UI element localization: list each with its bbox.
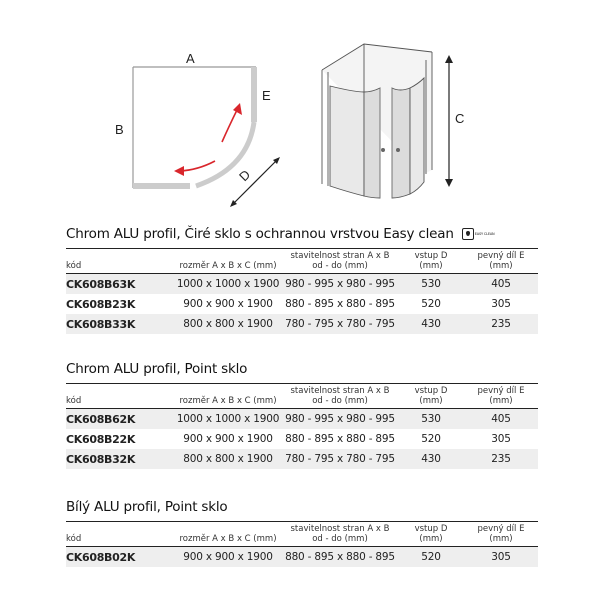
cell-kod: CK608B22K <box>66 432 136 446</box>
plan-open-arrow-left <box>180 161 215 171</box>
header-entry: vstup D (mm) <box>414 524 448 544</box>
cell-dimensions: 1000 x 1000 x 1900 <box>174 409 282 430</box>
table-header-row <box>66 249 538 274</box>
dimension-label-e: E <box>262 88 271 103</box>
header-adjustability: stavitelnost stran A x B od - do (mm) <box>290 524 390 544</box>
header-kod: kód <box>66 534 82 544</box>
header-dimensions: rozměr A x B x C (mm) <box>179 396 277 406</box>
cell-kod: CK608B02K <box>66 547 174 568</box>
dimension-c-indicator <box>445 55 453 187</box>
cell-entry: 520 <box>398 547 464 568</box>
cell-adjustability: 780 - 795 x 780 - 795 <box>282 314 398 334</box>
shower-diagrams-svg <box>0 0 600 230</box>
dimension-label-a: A <box>186 51 195 66</box>
cell-dimensions: 900 x 900 x 1900 <box>183 433 273 445</box>
table-header-row <box>66 522 538 547</box>
product-section-2 <box>66 360 538 469</box>
cell-adjustability: 880 - 895 x 880 - 895 <box>285 298 395 310</box>
product-figure <box>0 0 600 230</box>
cell-fixed-panel: 235 <box>464 314 538 334</box>
cell-dimensions: 1000 x 1000 x 1900 <box>174 274 282 295</box>
cell-kod: CK608B62K <box>66 409 174 430</box>
header-fixed-panel: pevný díl E (mm) <box>477 386 525 406</box>
cell-entry: 520 <box>421 433 441 445</box>
cell-kod: CK608B33K <box>66 314 174 334</box>
cell-entry: 530 <box>398 274 464 295</box>
cell-fixed-panel: 305 <box>491 298 511 310</box>
section-title: Chrom ALU profil, Čiré sklo s ochrannou vrstvou Easy clean EASY CLEAN <box>66 226 495 242</box>
header-fixed-panel: pevný díl E (mm) <box>477 524 525 544</box>
spec-table <box>66 383 538 469</box>
header-entry: vstup D (mm) <box>414 251 448 271</box>
cell-kod: CK608B23K <box>66 297 136 311</box>
perspective-view-diagram <box>322 44 432 198</box>
cell-entry: 430 <box>398 449 464 469</box>
dimension-label-c: C <box>455 111 465 126</box>
plan-arrow-head-left <box>174 166 184 176</box>
cell-fixed-panel: 405 <box>464 409 538 430</box>
header-dimensions: rozměr A x B x C (mm) <box>179 534 277 544</box>
cell-fixed-panel: 405 <box>464 274 538 295</box>
spec-table <box>66 248 538 334</box>
cell-entry: 520 <box>421 298 441 310</box>
cell-dimensions: 900 x 900 x 1900 <box>174 547 282 568</box>
plan-open-arrow-up <box>222 108 238 142</box>
section-title: Chrom ALU profil, Point sklo <box>66 361 248 377</box>
header-adjustability: stavitelnost stran A x B od - do (mm) <box>290 386 390 406</box>
table-row <box>66 314 538 334</box>
section-title: Bílý ALU profil, Point sklo <box>66 499 228 515</box>
header-dimensions: rozměr A x B x C (mm) <box>179 261 277 271</box>
table-header-row <box>66 384 538 409</box>
cell-fixed-panel: 235 <box>464 449 538 469</box>
table-row <box>66 429 538 449</box>
dimension-label-d: D <box>236 166 254 185</box>
dimension-label-b: B <box>115 122 124 137</box>
table-row <box>66 409 538 430</box>
easy-clean-icon: EASY CLEAN <box>462 228 487 240</box>
table-row <box>66 274 538 295</box>
product-section-1 <box>66 225 538 334</box>
cell-kod: CK608B32K <box>66 449 174 469</box>
table-row <box>66 449 538 469</box>
header-adjustability: stavitelnost stran A x B od - do (mm) <box>290 251 390 271</box>
cell-dimensions: 800 x 800 x 1900 <box>174 314 282 334</box>
table-row <box>66 294 538 314</box>
header-fixed-panel: pevný díl E (mm) <box>477 251 525 271</box>
product-section-3 <box>66 498 538 567</box>
cell-adjustability: 880 - 895 x 880 - 895 <box>282 547 398 568</box>
cell-adjustability: 980 - 995 x 980 - 995 <box>282 274 398 295</box>
cell-dimensions: 800 x 800 x 1900 <box>174 449 282 469</box>
cell-entry: 430 <box>398 314 464 334</box>
cell-entry: 530 <box>398 409 464 430</box>
cell-dimensions: 900 x 900 x 1900 <box>183 298 273 310</box>
cell-adjustability: 880 - 895 x 880 - 895 <box>285 433 395 445</box>
header-entry: vstup D (mm) <box>414 386 448 406</box>
plan-view-diagram <box>133 67 280 207</box>
cell-fixed-panel: 305 <box>464 547 538 568</box>
spec-table <box>66 521 538 567</box>
header-kod: kód <box>66 261 82 271</box>
cell-kod: CK608B63K <box>66 274 174 295</box>
table-row <box>66 547 538 568</box>
cell-adjustability: 780 - 795 x 780 - 795 <box>282 449 398 469</box>
header-kod: kód <box>66 396 82 406</box>
cell-fixed-panel: 305 <box>491 433 511 445</box>
cell-adjustability: 980 - 995 x 980 - 995 <box>282 409 398 430</box>
plan-arrow-head-up <box>233 103 242 115</box>
